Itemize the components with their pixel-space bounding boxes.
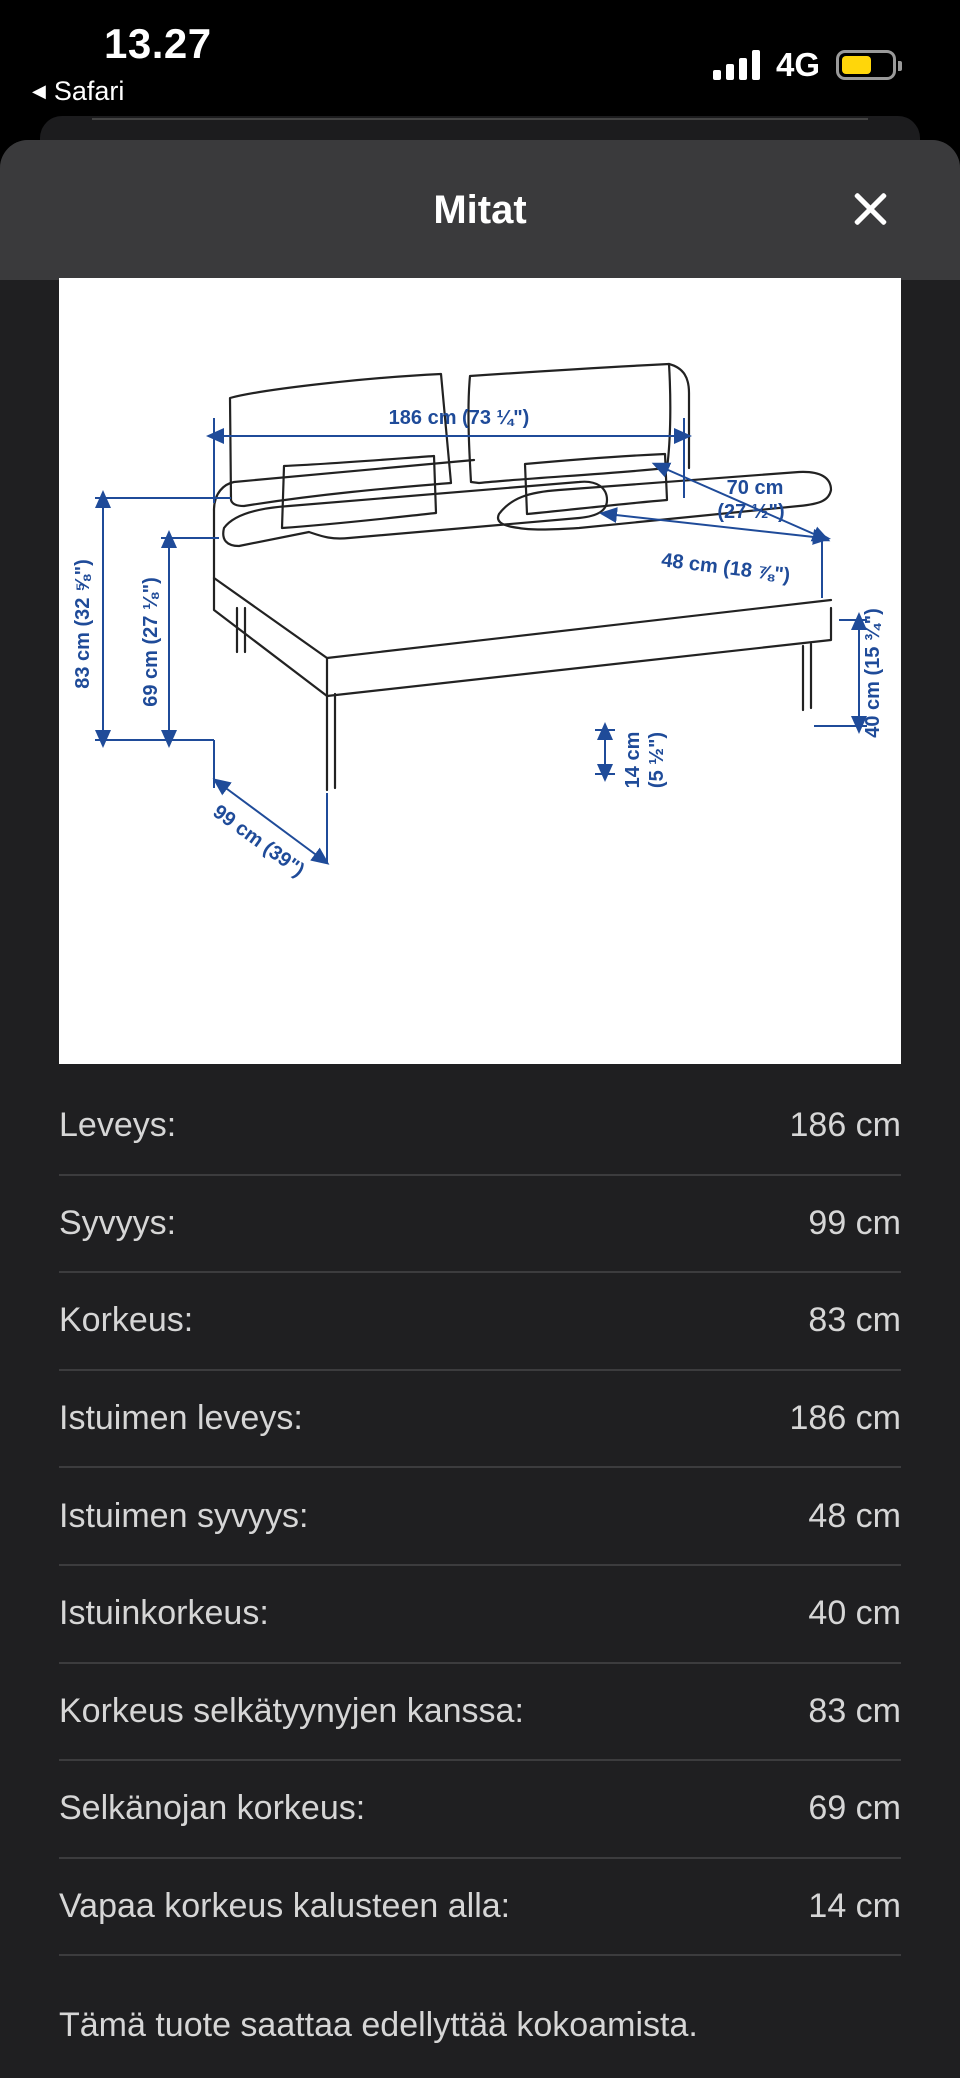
spec-row (59, 1468, 901, 1566)
spec-row (59, 1761, 901, 1859)
total-height-label: 83 cm (32 ⅝") (72, 559, 94, 689)
background-divider (92, 118, 868, 120)
spec-value: 48 cm (808, 1496, 901, 1535)
network-type: 4G (775, 46, 820, 83)
signal-strength-icon (713, 50, 760, 80)
clock: 13.27 (104, 20, 212, 67)
spec-row (59, 1078, 901, 1176)
clearance-label: 14 cm (622, 731, 644, 789)
back-height-label: 69 cm (27 ⅛") (140, 577, 162, 707)
assembly-note: Tämä tuote saattaa edellyttää kokoamista. (59, 2006, 698, 2044)
spec-label: Korkeus: (59, 1301, 194, 1340)
status-bar (0, 0, 960, 120)
back-app-label: Safari (53, 76, 125, 106)
spec-value: 83 cm (808, 1301, 901, 1340)
spec-row (59, 1273, 901, 1371)
spec-row (59, 1859, 901, 1957)
seat-height-label: 40 cm (15 ¾") (862, 608, 884, 738)
spec-value: 14 cm (808, 1887, 901, 1926)
sheet-title: Mitat (433, 188, 527, 232)
clearance-inch-label: (5 ½") (646, 731, 668, 789)
sofa-dimension-diagram (59, 278, 901, 1064)
spec-row (59, 1566, 901, 1664)
battery-fill (842, 56, 871, 74)
spec-label: Istuinkorkeus: (59, 1594, 269, 1633)
close-button[interactable] (844, 182, 896, 234)
spec-label: Selkänojan korkeus: (59, 1789, 366, 1828)
spec-value: 83 cm (808, 1691, 901, 1730)
seat-depth-label: 48 cm (18 ⅞") (660, 549, 792, 587)
back-arrow-icon: ◀ (32, 81, 46, 101)
spec-label: Syvyys: (59, 1203, 177, 1242)
dimension-labels (72, 407, 884, 882)
spec-row (59, 1176, 901, 1274)
battery-icon (836, 50, 896, 80)
spec-value: 40 cm (808, 1594, 901, 1633)
spec-row (59, 1664, 901, 1762)
sofa-diagram-svg (59, 278, 901, 1064)
spec-value: 186 cm (789, 1106, 901, 1145)
width-label: 186 cm (73 ¼") (388, 407, 530, 429)
back-depth-inch-label: (27 ½") (717, 501, 785, 523)
spec-value: 99 cm (808, 1203, 901, 1242)
spec-row (59, 1371, 901, 1469)
back-depth-label: 70 cm (726, 477, 784, 499)
spec-value: 186 cm (789, 1399, 901, 1438)
spec-label: Istuimen syvyys: (59, 1496, 309, 1535)
status-indicators (713, 46, 896, 84)
back-to-app-link[interactable] (32, 76, 124, 107)
spec-label: Korkeus selkätyynyjen kanssa: (59, 1691, 524, 1730)
spec-label: Vapaa korkeus kalusteen alla: (59, 1887, 511, 1926)
spec-label: Leveys: (59, 1106, 177, 1145)
spec-label: Istuimen leveys: (59, 1399, 303, 1438)
depth-label: 99 cm (39") (208, 800, 309, 882)
spec-list (59, 1078, 901, 1956)
spec-value: 69 cm (808, 1789, 901, 1828)
sheet-header (0, 140, 960, 280)
